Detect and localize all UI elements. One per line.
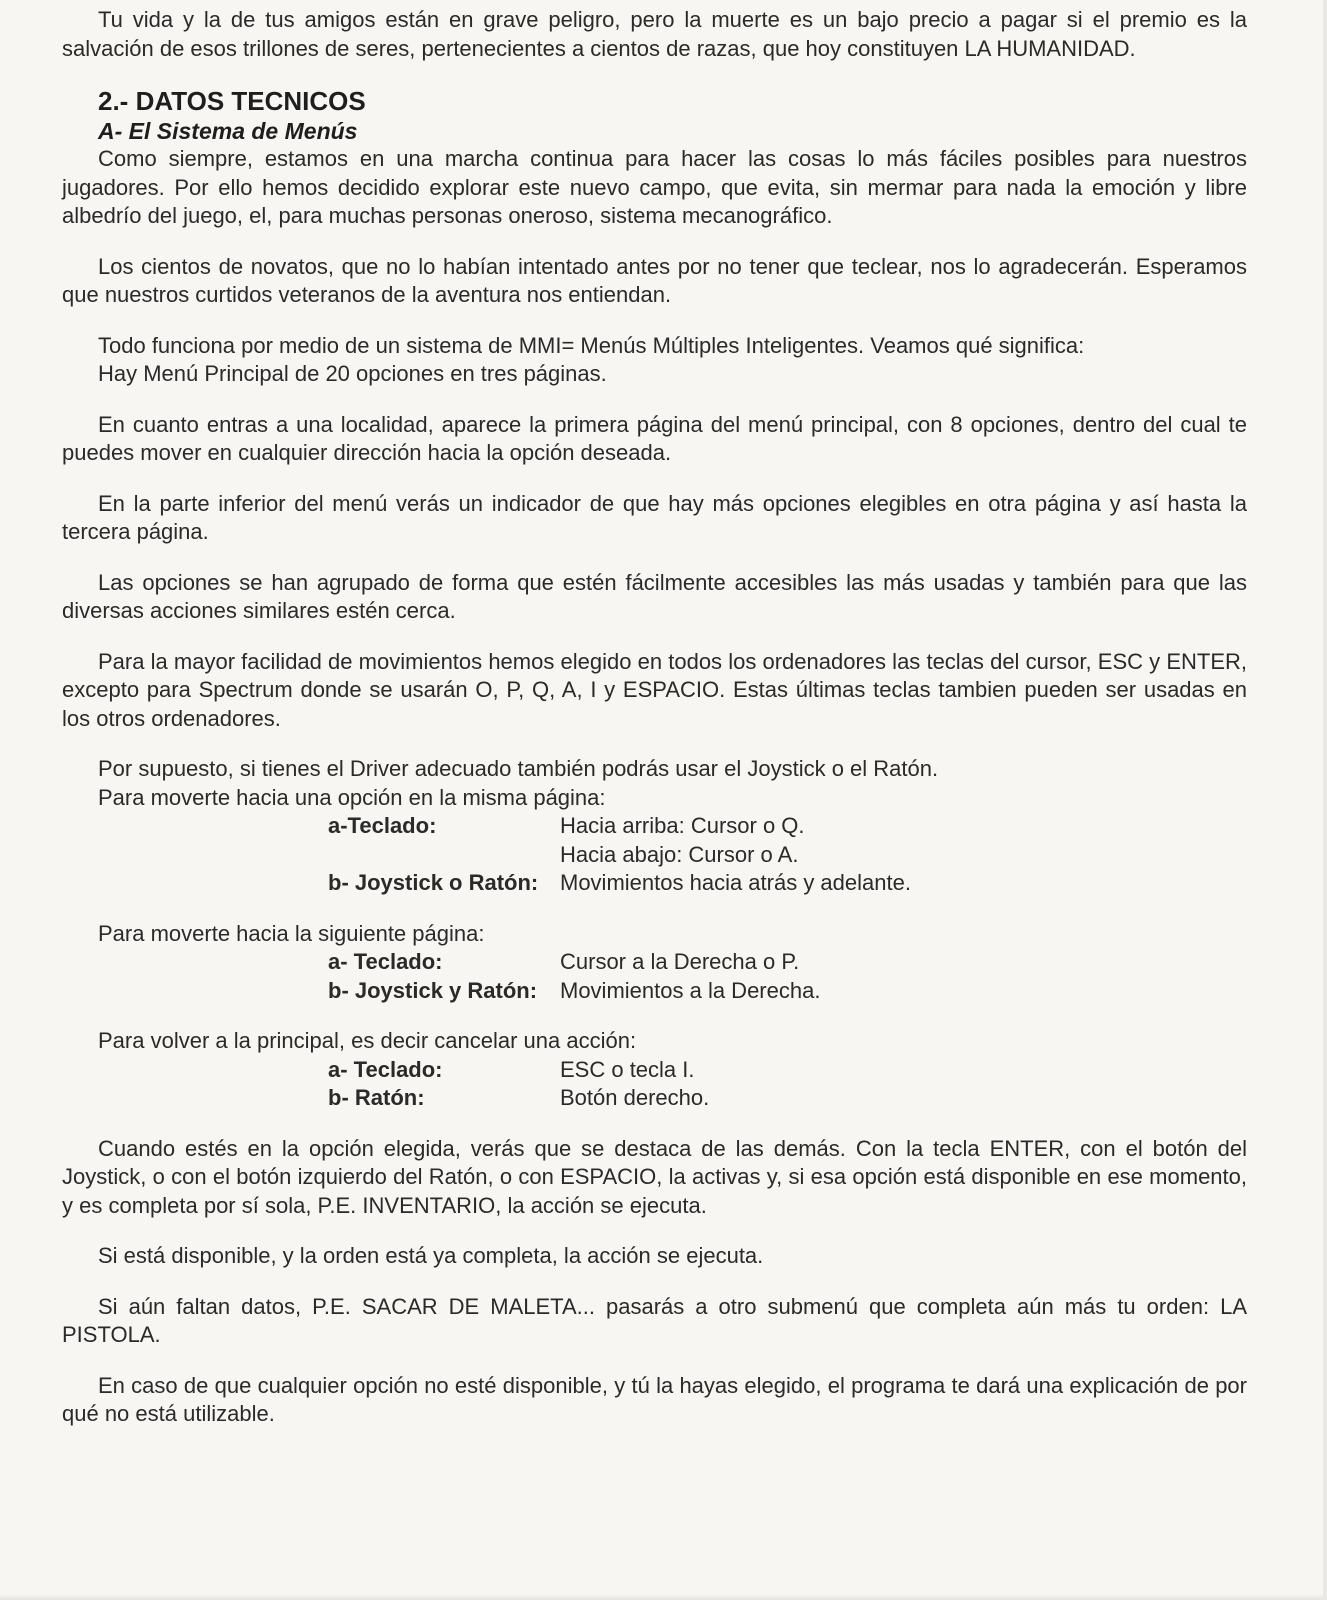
option-row [328,948,1247,977]
paragraph: Los cientos de novatos, que no lo habían intentado antes por no tener que teclear, nos lo agradecerán. Esperamos que nuestros curtidos veteranos de la aventura nos entiendan. [62,253,1247,307]
option-key: a-Teclado: [328,813,437,838]
paragraph: Si está disponible, y la orden está ya completa, la acción se ejecuta. [98,1243,764,1268]
option-row [328,977,1247,1006]
paragraph: Las opciones se han agrupado de forma que estén fácilmente accesibles las más usadas y también para que las diversas acciones similares estén cerca. [62,569,1247,623]
subsection-title: A- El Sistema de Menús [98,118,358,144]
next-page-intro: Para moverte hacia la siguiente página: [98,920,485,946]
option-value: Botón derecho. [560,1085,710,1110]
mmi-line: Todo funciona por medio de un sistema de MMI= Menús Múltiples Inteligentes. Veamos qué significa: [98,332,1085,358]
option-value: Hacia arriba: Cursor o Q. [560,813,805,838]
paragraph: Como siempre, estamos en una marcha continua para hacer las cosas lo más fáciles posibles para nuestros jugadores. Por ello hemos decidido explorar este nuevo campo, que evita, sin mermar para nada la emoción y libre albedrío del juego, el, para muchas personas oneroso, sistema mecanográfico. [62,146,1247,228]
option-key: b- Ratón: [328,1085,425,1110]
driver-line: Por supuesto, si tienes el Driver adecuado también podrás usar el Joystick o el Ratón. [98,756,939,781]
next-page-options [328,948,1247,1005]
option-value: Cursor a la Derecha o P. [560,949,800,974]
same-page-intro: Para moverte hacia una opción en la misma página: [98,784,606,810]
option-row [328,1056,1247,1085]
option-row [328,812,1247,841]
next-page-block [98,920,1247,1006]
option-key: a- Teclado: [328,1056,443,1082]
same-page-options [328,812,1247,898]
option-row [328,841,1247,870]
option-row [328,1084,1247,1113]
option-key: b- Joystick o Ratón: [328,870,539,895]
back-main-intro: Para volver a la principal, es decir cancelar una acción: [98,1028,637,1053]
option-row [328,869,1247,898]
paragraph: En caso de que cualquier opción no esté disponible, y tú la hayas elegido, el programa te dará una explicación de por qué no está utilizable. [62,1372,1247,1426]
paragraph: En la parte inferior del menú verás un indicador de que hay más opciones elegibles en otra página y así hasta la tercera página. [62,490,1247,544]
option-value: Hacia abajo: Cursor o A. [560,841,799,867]
mmi-line: Hay Menú Principal de 20 opciones en tres páginas. [98,361,607,386]
option-key: b- Joystick y Ratón: [328,977,538,1003]
paragraph: En cuanto entras a una localidad, aparece la primera página del menú principal, con 8 opciones, dentro del cual te puedes mover en cualquier dirección hacia la opción deseada. [62,411,1247,465]
option-key: a- Teclado: [328,949,443,974]
paragraph: Cuando estés en la opción elegida, verás que se destaca de las demás. Con la tecla ENTER, con el botón del Joystick, o con el botón izquierdo del Ratón, o con ESPACIO, la activas y, si esa opción está disponible en ese momento, y es completa por sí sola, P.E. INVENTARIO, la acción se ejecuta. [62,1135,1247,1218]
back-main-options [328,1056,1247,1113]
section-title: 2.- DATOS TECNICOS [98,86,366,116]
paragraph: Si aún faltan datos, P.E. SACAR DE MALETA... pasarás a otro submenú que completa aún más tu orden: LA PISTOLA. [62,1293,1247,1347]
option-value: Movimientos hacia atrás y adelante. [560,870,911,895]
option-value: ESC o tecla I. [560,1056,695,1082]
page-bottom-edge [0,1594,1327,1600]
back-main-block [98,1027,1247,1113]
page-right-edge [1323,0,1327,1600]
intro-paragraph: Tu vida y la de tus amigos están en grave peligro, pero la muerte es un bajo precio a pagar si el premio es la salvación de esos trillones de seres, pertenecientes a cientos de razas, que hoy constituyen LA HUMANIDAD. [62,7,1247,61]
paragraph: Para la mayor facilidad de movimientos hemos elegido en todos los ordenadores las teclas del cursor, ESC y ENTER, excepto para Spectrum donde se usarán O, P, Q, A, I y ESPACIO. Estas últimas teclas tambien pueden ser usadas en los otros ordenadores. [62,648,1247,731]
same-page-block [98,755,1247,898]
option-value: Movimientos a la Derecha. [560,977,821,1003]
mmi-block [98,332,1247,389]
